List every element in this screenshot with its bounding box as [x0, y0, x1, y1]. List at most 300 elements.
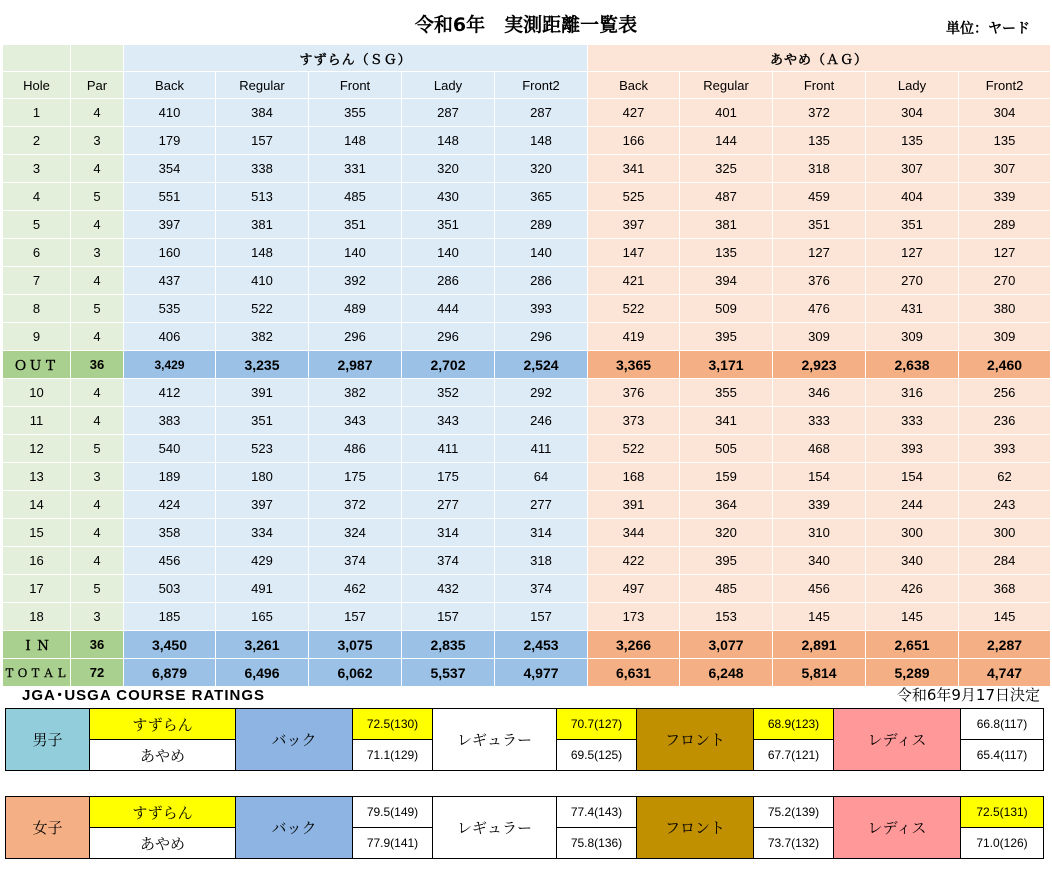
yardage-cell: 340	[773, 547, 866, 575]
rating-value: 68.9(123)	[754, 709, 834, 740]
rating-value: 73.7(132)	[754, 828, 834, 859]
course-ayame: あやめ	[90, 828, 236, 859]
yardage-cell: 147	[588, 239, 680, 267]
tee-front: フロント	[637, 709, 754, 771]
yardage-cell: 372	[773, 99, 866, 127]
group-header-row	[3, 45, 1051, 72]
hole-cell: 9	[3, 323, 71, 351]
yardage-cell: 179	[124, 127, 216, 155]
yardage-cell: 476	[773, 295, 866, 323]
women-ratings-table	[5, 796, 1044, 859]
yardage-cell: 307	[866, 155, 959, 183]
yardage-cell: 491	[216, 575, 309, 603]
yardage-cell: 432	[402, 575, 495, 603]
column-header-row	[3, 72, 1051, 99]
yardage-cell: 431	[866, 295, 959, 323]
blank-cell	[3, 45, 71, 72]
yardage-cell: 157	[309, 603, 402, 631]
yardage-cell: 397	[588, 211, 680, 239]
yardage-cell: 324	[309, 519, 402, 547]
yardage-cell: 309	[959, 323, 1051, 351]
yardage-cell: 551	[124, 183, 216, 211]
yardage-cell: 314	[402, 519, 495, 547]
rating-value: 71.0(126)	[961, 828, 1044, 859]
yardage-cell: 286	[402, 267, 495, 295]
page-title: 令和6年 実測距離一覧表	[414, 14, 638, 36]
par-cell: 4	[71, 155, 124, 183]
yardage-cell: 393	[959, 435, 1051, 463]
par-cell: 72	[71, 659, 124, 687]
yardage-cell: 485	[680, 575, 773, 603]
hole-cell: Hole	[3, 72, 71, 99]
course-suzuran: すずらん	[90, 797, 236, 828]
yardage-cell: 381	[680, 211, 773, 239]
yardage-cell: 358	[124, 519, 216, 547]
yardage-cell: 346	[773, 379, 866, 407]
yardage-cell: 426	[866, 575, 959, 603]
yardage-cell: 341	[588, 155, 680, 183]
hole-row	[3, 435, 1051, 463]
hole-cell: 6	[3, 239, 71, 267]
yardage-cell: 401	[680, 99, 773, 127]
rating-value: 66.8(117)	[961, 709, 1044, 740]
par-cell: 3	[71, 239, 124, 267]
hole-row	[3, 127, 1051, 155]
yardage-cell: 456	[124, 547, 216, 575]
ratings-title: JGA･USGA COURSE RATINGS	[22, 687, 266, 704]
yardage-cell: 419	[588, 323, 680, 351]
yardage-cell: 166	[588, 127, 680, 155]
hole-row	[3, 323, 1051, 351]
hole-cell: 11	[3, 407, 71, 435]
yardage-cell: 339	[959, 183, 1051, 211]
par-cell: 3	[71, 463, 124, 491]
yardage-cell: 333	[773, 407, 866, 435]
yardage-cell: 331	[309, 155, 402, 183]
yardage-cell: 148	[402, 127, 495, 155]
yardage-cell: 300	[866, 519, 959, 547]
group-ayame: あやめ（ＡＧ）	[588, 45, 1051, 72]
yardage-cell: 343	[309, 407, 402, 435]
yardage-cell: Back	[124, 72, 216, 99]
men-ratings-table	[5, 708, 1044, 771]
yardage-cell: 540	[124, 435, 216, 463]
yardage-cell: 173	[588, 603, 680, 631]
yardage-cell: 355	[309, 99, 402, 127]
yardage-cell: 382	[216, 323, 309, 351]
yardage-cell: 395	[680, 547, 773, 575]
yardage-cell: 148	[495, 127, 588, 155]
yardage-cell: 2,923	[773, 351, 866, 379]
yardage-cell: 2,524	[495, 351, 588, 379]
yardage-cell: 397	[216, 491, 309, 519]
yardage-cell: 318	[773, 155, 866, 183]
course-ayame: あやめ	[90, 740, 236, 771]
yardage-cell: Lady	[402, 72, 495, 99]
yardage-cell: 497	[588, 575, 680, 603]
yardage-cell: 344	[588, 519, 680, 547]
yardage-cell: 351	[216, 407, 309, 435]
yardage-cell: 144	[680, 127, 773, 155]
hole-cell: 10	[3, 379, 71, 407]
yardage-cell: 404	[866, 183, 959, 211]
hole-row	[3, 183, 1051, 211]
yardage-cell: 376	[588, 379, 680, 407]
yardage-cell: 154	[773, 463, 866, 491]
yardage-cell: 175	[309, 463, 402, 491]
par-cell: 4	[71, 379, 124, 407]
hole-row	[3, 407, 1051, 435]
yardage-cell: 157	[495, 603, 588, 631]
yardage-cell: 392	[309, 267, 402, 295]
yardage-cell: 3,450	[124, 631, 216, 659]
hole-cell: 8	[3, 295, 71, 323]
yardage-cell: 487	[680, 183, 773, 211]
yardage-cell: 374	[495, 575, 588, 603]
yardage-cell: 6,062	[309, 659, 402, 687]
tee-front: フロント	[637, 797, 754, 859]
yardage-cell: Front2	[959, 72, 1051, 99]
rating-value: 71.1(129)	[353, 740, 433, 771]
yardage-cell: 296	[309, 323, 402, 351]
yardage-cell: 140	[309, 239, 402, 267]
yardage-cell: 429	[216, 547, 309, 575]
yardage-cell: 422	[588, 547, 680, 575]
par-cell: 5	[71, 295, 124, 323]
hole-row	[3, 379, 1051, 407]
yardage-cell: 427	[588, 99, 680, 127]
yardage-cell: 270	[866, 267, 959, 295]
yardage-cell: 5,814	[773, 659, 866, 687]
yardage-cell: 351	[309, 211, 402, 239]
rating-value: 65.4(117)	[961, 740, 1044, 771]
yardage-cell: 145	[866, 603, 959, 631]
yardage-cell: 316	[866, 379, 959, 407]
yardage-cell: 354	[124, 155, 216, 183]
yardage-cell: 462	[309, 575, 402, 603]
yardage-cell: 320	[680, 519, 773, 547]
course-suzuran: すずらん	[90, 709, 236, 740]
hole-cell: 4	[3, 183, 71, 211]
yardage-cell: 289	[495, 211, 588, 239]
yardage-cell: 140	[402, 239, 495, 267]
par-cell: 4	[71, 519, 124, 547]
yardage-cell: 145	[773, 603, 866, 631]
hole-cell: 1	[3, 99, 71, 127]
yardage-cell: 513	[216, 183, 309, 211]
yardage-cell: 180	[216, 463, 309, 491]
hole-row	[3, 239, 1051, 267]
yardage-cell: 6,496	[216, 659, 309, 687]
yardage-cell: 175	[402, 463, 495, 491]
par-cell: 36	[71, 631, 124, 659]
hole-cell: 3	[3, 155, 71, 183]
yardage-cell: 189	[124, 463, 216, 491]
yardage-cell: 365	[495, 183, 588, 211]
par-cell: 3	[71, 603, 124, 631]
hole-cell: ＴＯＴＡＬ	[3, 659, 71, 687]
yardage-cell: 289	[959, 211, 1051, 239]
hole-cell: 5	[3, 211, 71, 239]
par-cell: 5	[71, 183, 124, 211]
rating-value: 77.4(143)	[557, 797, 637, 828]
yardage-cell: 393	[495, 295, 588, 323]
yardage-cell: 127	[959, 239, 1051, 267]
par-cell: 4	[71, 323, 124, 351]
men-label: 男子	[6, 709, 90, 771]
hole-row	[3, 463, 1051, 491]
yardage-cell: 340	[866, 547, 959, 575]
yardage-cell: 411	[495, 435, 588, 463]
par-cell: 5	[71, 575, 124, 603]
yardage-cell: 153	[680, 603, 773, 631]
yardage-cell: 391	[588, 491, 680, 519]
yardage-cell: 394	[680, 267, 773, 295]
ratings-date: 令和6年9月17日決定	[896, 686, 1040, 704]
yardage-cell: 296	[495, 323, 588, 351]
yardage-cell: 410	[124, 99, 216, 127]
yardage-cell: Front	[309, 72, 402, 99]
yardage-cell: 2,287	[959, 631, 1051, 659]
yardage-cell: 5,289	[866, 659, 959, 687]
yardage-cell: 333	[866, 407, 959, 435]
yardage-cell: 372	[309, 491, 402, 519]
par-cell: 36	[71, 351, 124, 379]
yardage-cell: 509	[680, 295, 773, 323]
yardage-cell: 148	[309, 127, 402, 155]
tee-ladies: レディス	[834, 797, 961, 859]
hole-row	[3, 155, 1051, 183]
yardage-cell: 503	[124, 575, 216, 603]
yardage-cell: 374	[309, 547, 402, 575]
hole-cell: 12	[3, 435, 71, 463]
yardage-cell: 2,891	[773, 631, 866, 659]
yardage-cell: 456	[773, 575, 866, 603]
yardage-cell: 522	[588, 435, 680, 463]
yardage-cell: 145	[959, 603, 1051, 631]
yardage-cell: 489	[309, 295, 402, 323]
yardage-cell: 338	[216, 155, 309, 183]
yardage-cell: 2,460	[959, 351, 1051, 379]
hole-row	[3, 519, 1051, 547]
hole-cell: ＯＵＴ	[3, 351, 71, 379]
yardage-cell: 3,077	[680, 631, 773, 659]
yardage-cell: 6,879	[124, 659, 216, 687]
yardage-cell: 304	[866, 99, 959, 127]
yardage-cell: 284	[959, 547, 1051, 575]
yardage-cell: 6,631	[588, 659, 680, 687]
rating-value: 67.7(121)	[754, 740, 834, 771]
yardage-cell: 159	[680, 463, 773, 491]
yardage-cell: 3,235	[216, 351, 309, 379]
yardage-cell: 135	[773, 127, 866, 155]
yardage-cell: 522	[216, 295, 309, 323]
yardage-cell: 535	[124, 295, 216, 323]
yardage-cell: 412	[124, 379, 216, 407]
yardage-cell: 292	[495, 379, 588, 407]
par-cell: 3	[71, 127, 124, 155]
yardage-cell: Lady	[866, 72, 959, 99]
hole-row	[3, 295, 1051, 323]
hole-row	[3, 491, 1051, 519]
hole-row	[3, 575, 1051, 603]
yardage-cell: 3,171	[680, 351, 773, 379]
yardage-cell: 277	[495, 491, 588, 519]
yardage-cell: 334	[216, 519, 309, 547]
par-cell: 4	[71, 407, 124, 435]
yardage-cell: 318	[495, 547, 588, 575]
yardage-cell: 523	[216, 435, 309, 463]
yardage-cell: 287	[402, 99, 495, 127]
yardage-cell: 157	[402, 603, 495, 631]
yardage-cell: 2,987	[309, 351, 402, 379]
yardage-cell: 157	[216, 127, 309, 155]
yardage-cell: 391	[216, 379, 309, 407]
tee-back: バック	[236, 709, 353, 771]
yardage-cell: 325	[680, 155, 773, 183]
yardage-cell: 309	[866, 323, 959, 351]
yardage-cell: 2,702	[402, 351, 495, 379]
hole-row	[3, 99, 1051, 127]
yardage-cell: 3,261	[216, 631, 309, 659]
yardage-cell: 185	[124, 603, 216, 631]
yardage-cell: 3,266	[588, 631, 680, 659]
yardage-cell: 154	[866, 463, 959, 491]
yardage-cell: 364	[680, 491, 773, 519]
yardage-cell: 168	[588, 463, 680, 491]
yardage-cell: 236	[959, 407, 1051, 435]
yardage-cell: 339	[773, 491, 866, 519]
par-cell: 4	[71, 211, 124, 239]
yardage-cell: 343	[402, 407, 495, 435]
yardage-cell: 486	[309, 435, 402, 463]
par-cell: 4	[71, 491, 124, 519]
yardage-cell: 373	[588, 407, 680, 435]
tee-regular: レギュラー	[433, 797, 557, 859]
yardage-cell: 2,651	[866, 631, 959, 659]
hole-cell: 16	[3, 547, 71, 575]
yardage-cell: 406	[124, 323, 216, 351]
yardage-cell: 304	[959, 99, 1051, 127]
hole-cell: 17	[3, 575, 71, 603]
hole-row	[3, 267, 1051, 295]
yardage-cell: 314	[495, 519, 588, 547]
yardage-cell: 3,429	[124, 351, 216, 379]
yardage-cell: 320	[495, 155, 588, 183]
yardage-cell: 341	[680, 407, 773, 435]
yardage-cell: 355	[680, 379, 773, 407]
yardage-cell: 3,365	[588, 351, 680, 379]
rating-value: 79.5(149)	[353, 797, 433, 828]
rating-value: 75.2(139)	[754, 797, 834, 828]
yardage-cell: 459	[773, 183, 866, 211]
yardage-cell: 382	[309, 379, 402, 407]
yardage-cell: 424	[124, 491, 216, 519]
yardage-cell: 135	[680, 239, 773, 267]
yardage-cell: 368	[959, 575, 1051, 603]
yardage-cell: 3,075	[309, 631, 402, 659]
yardage-cell: 4,977	[495, 659, 588, 687]
grand-total-row	[3, 659, 1051, 687]
yardage-cell: 127	[866, 239, 959, 267]
rating-value: 70.7(127)	[557, 709, 637, 740]
hole-row	[3, 211, 1051, 239]
yardage-cell: Regular	[680, 72, 773, 99]
yardage-cell: 4,747	[959, 659, 1051, 687]
rating-value: 77.9(141)	[353, 828, 433, 859]
yardage-cell: 246	[495, 407, 588, 435]
yardage-cell: 376	[773, 267, 866, 295]
yardage-cell: 505	[680, 435, 773, 463]
yardage-cell: 307	[959, 155, 1051, 183]
hole-cell: 13	[3, 463, 71, 491]
yardage-cell: 395	[680, 323, 773, 351]
hole-row	[3, 603, 1051, 631]
yardage-cell: 270	[959, 267, 1051, 295]
yardage-cell: 421	[588, 267, 680, 295]
yardage-cell: 310	[773, 519, 866, 547]
in-total-row	[3, 631, 1051, 659]
yardage-cell: 384	[216, 99, 309, 127]
hole-row	[3, 547, 1051, 575]
yardage-cell: 287	[495, 99, 588, 127]
yardage-cell: 277	[402, 491, 495, 519]
yardage-cell: 5,537	[402, 659, 495, 687]
par-cell: 4	[71, 547, 124, 575]
yardage-cell: 148	[216, 239, 309, 267]
hole-cell: 15	[3, 519, 71, 547]
hole-cell: 2	[3, 127, 71, 155]
hole-cell: 14	[3, 491, 71, 519]
yardage-cell: 160	[124, 239, 216, 267]
yardage-cell: 393	[866, 435, 959, 463]
yardage-cell: Regular	[216, 72, 309, 99]
yardage-cell: 525	[588, 183, 680, 211]
yardage-cell: 62	[959, 463, 1051, 491]
yardage-cell: 380	[959, 295, 1051, 323]
yardage-cell: 296	[402, 323, 495, 351]
rating-value: 69.5(125)	[557, 740, 637, 771]
yardage-cell: 300	[959, 519, 1051, 547]
rating-value: 72.5(131)	[961, 797, 1044, 828]
rating-value: 75.8(136)	[557, 828, 637, 859]
yardage-cell: 381	[216, 211, 309, 239]
par-cell: 5	[71, 435, 124, 463]
yardage-cell: 2,638	[866, 351, 959, 379]
par-cell: 4	[71, 267, 124, 295]
tee-regular: レギュラー	[433, 709, 557, 771]
yardage-cell: 351	[866, 211, 959, 239]
out-total-row	[3, 351, 1051, 379]
hole-cell: 7	[3, 267, 71, 295]
yardage-cell: 2,453	[495, 631, 588, 659]
hole-cell: 18	[3, 603, 71, 631]
yardage-cell: 286	[495, 267, 588, 295]
yardage-cell: Front2	[495, 72, 588, 99]
yardage-cell: 165	[216, 603, 309, 631]
tee-ladies: レディス	[834, 709, 961, 771]
yardage-cell: 352	[402, 379, 495, 407]
yardage-cell: 135	[959, 127, 1051, 155]
yardage-cell: 411	[402, 435, 495, 463]
yardage-cell: Front	[773, 72, 866, 99]
yardage-cell: 522	[588, 295, 680, 323]
yardage-cell: 444	[402, 295, 495, 323]
yardage-cell: 485	[309, 183, 402, 211]
yardage-cell: 127	[773, 239, 866, 267]
yardage-cell: 244	[866, 491, 959, 519]
yardage-cell: Back	[588, 72, 680, 99]
